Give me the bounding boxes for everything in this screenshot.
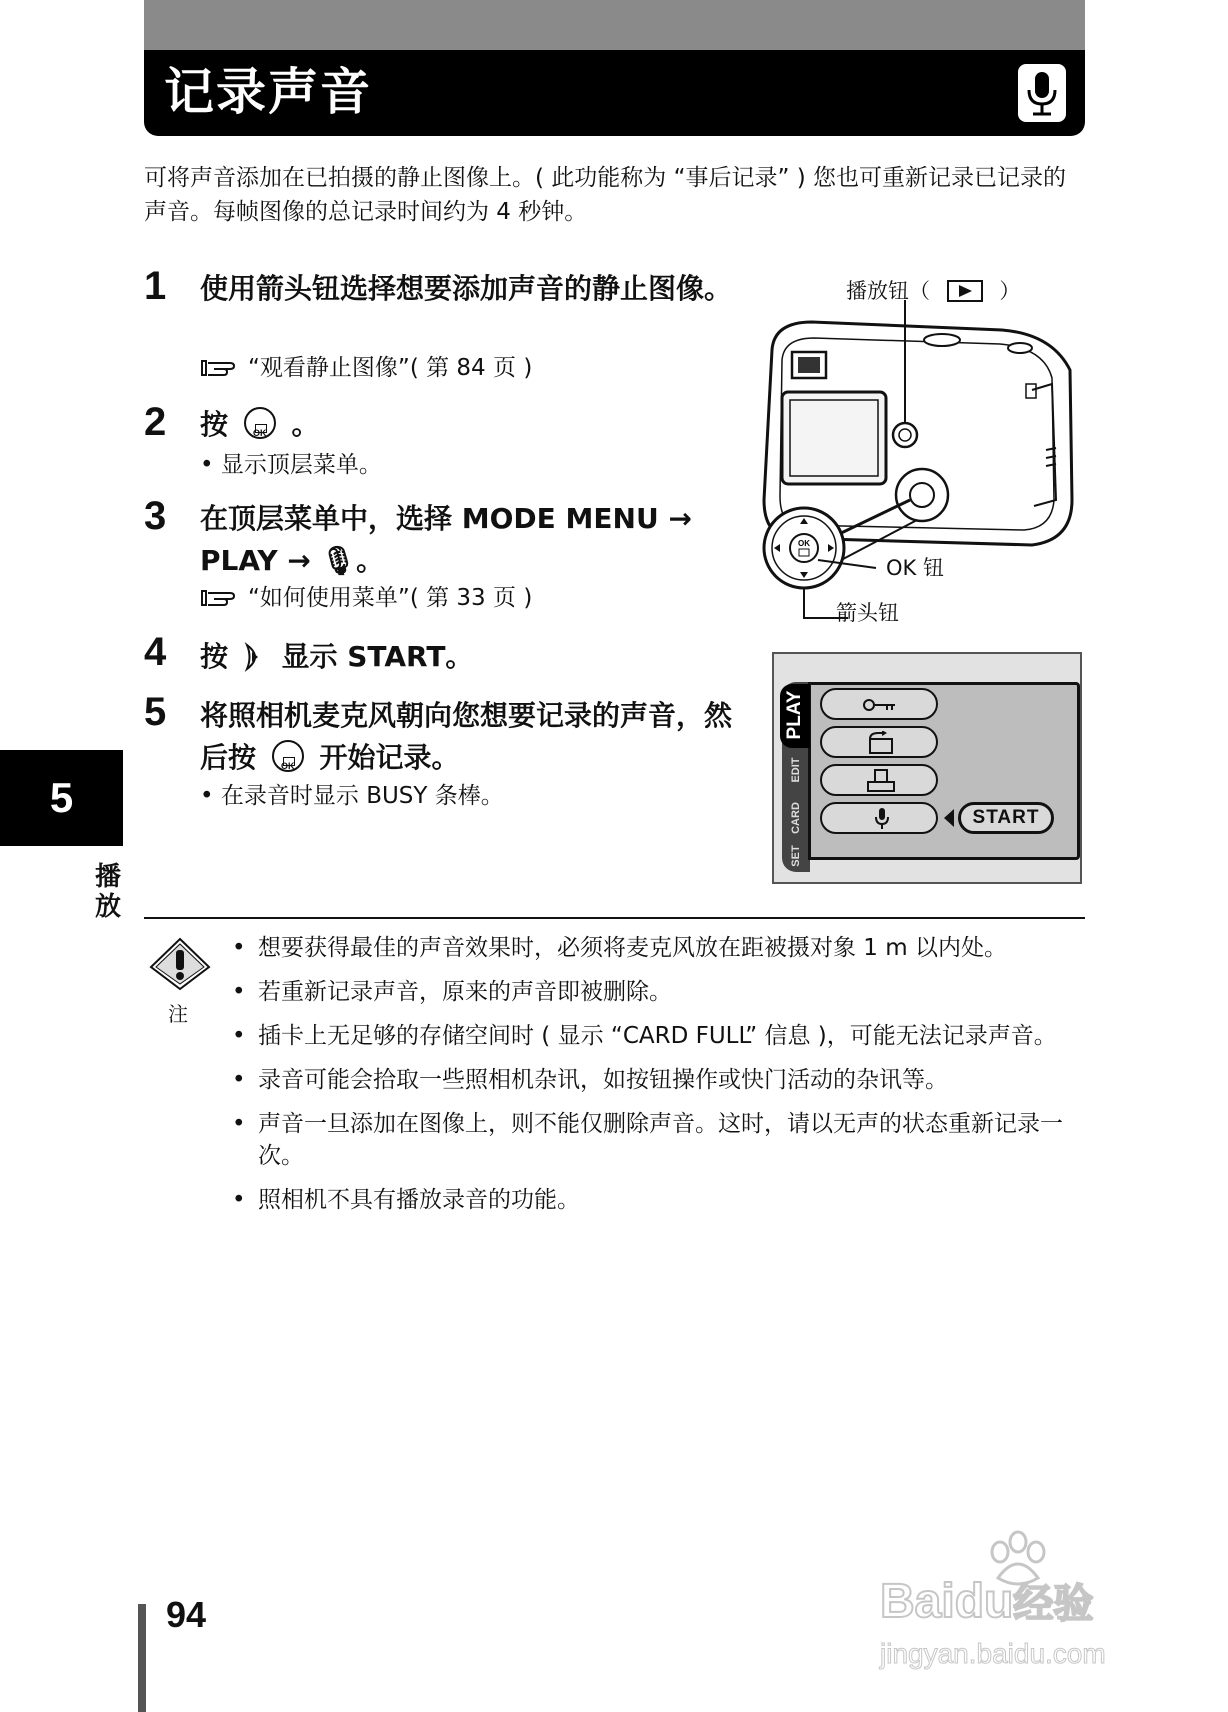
step-2-text-after: 。	[291, 408, 320, 441]
page-number-bar	[138, 1604, 146, 1712]
menu-tab-edit: EDIT	[790, 757, 802, 783]
ok-button-label: OK 钮	[886, 556, 944, 580]
microphone-icon	[872, 807, 892, 831]
chapter-label: 播放	[94, 862, 121, 922]
notes-list	[230, 932, 1090, 1228]
rotate-icon	[864, 731, 898, 755]
note-item: • 插卡上无足够的存储空间时 ( 显示 “CARD FULL” 信息 )，可能无法记录声音。	[230, 1020, 1090, 1052]
step-5-text-after: 开始记录。	[319, 741, 460, 774]
right-arrow-button-icon	[244, 642, 266, 684]
step-3-ref-text: “如何使用菜单”( 第 33 页 )	[248, 585, 533, 611]
pointing-hand-icon	[200, 356, 238, 388]
step-2-text	[200, 404, 740, 446]
microphone-icon	[1018, 64, 1066, 122]
menu-item-rotate	[820, 726, 938, 758]
menu-screen-illustration	[772, 652, 1082, 884]
step-5-text-before: 将照相机麦克风朝向您想要记录的声音，然后按	[200, 699, 733, 774]
note-item: • 照相机不具有播放录音的功能。	[230, 1184, 1090, 1216]
arrow-button-label: 箭头钮	[836, 601, 899, 625]
note-item: • 想要获得最佳的声音效果时，必须将麦克风放在距被摄对象 1 m 以内处。	[230, 932, 1090, 964]
step-4-text	[200, 636, 740, 684]
menu-tab-play: PLAY	[780, 684, 810, 748]
print-icon	[864, 769, 898, 793]
step-1-number: 1	[144, 264, 167, 308]
step-1-reference	[200, 352, 532, 388]
step-2-number: 2	[144, 400, 167, 444]
header-top-bar	[144, 0, 1085, 50]
note-label: 注	[168, 1002, 188, 1026]
ok-button-icon: OK	[272, 740, 304, 772]
intro-paragraph: 可将声音添加在已拍摄的静止图像上。( 此功能称为 “事后记录” ) 您也可重新记录已记录的声音。每帧图像的总记录时间约为 4 秒钟。	[144, 165, 1067, 225]
note-item: • 声音一旦添加在图像上，则不能仅删除声音。这时，请以无声的状态重新记录一次。	[230, 1108, 1090, 1172]
watermark-url: jingyan.baidu.com	[880, 1638, 1106, 1669]
step-5-sub: • 在录音时显示 BUSY 条棒。	[200, 783, 504, 809]
step-3-reference	[200, 582, 532, 618]
start-button: START	[958, 802, 1054, 834]
ok-button-icon: OK	[244, 407, 276, 439]
play-button-label: 播放钮（ ）	[846, 278, 1020, 308]
step-3-text: 在顶层菜单中，选择 MODE MENU → PLAY → 🎙。	[200, 502, 692, 577]
menu-tab-set: SET	[790, 845, 802, 867]
step-5-text	[200, 695, 740, 779]
step-2-sub: • 显示顶层菜单。	[200, 452, 382, 478]
step-4-number: 4	[144, 630, 167, 674]
step-3-number: 3	[144, 494, 167, 538]
menu-item-record-sound	[820, 802, 938, 834]
menu-tab-card: CARD	[790, 802, 802, 834]
triangle-left-icon	[942, 808, 956, 828]
chapter-tab: 5	[0, 750, 123, 846]
note-item: • 若重新记录声音，原来的声音即被删除。	[230, 976, 1090, 1008]
step-4-text-before: 按	[200, 640, 229, 673]
step-5-number: 5	[144, 690, 167, 734]
step-2-text-before: 按	[200, 408, 229, 441]
warning-icon	[148, 936, 212, 992]
page-number: 94	[166, 1594, 207, 1635]
step-1-text: 使用箭头钮选择想要添加声音的静止图像。	[200, 272, 733, 305]
menu-item-protect	[820, 688, 938, 720]
note-item: • 录音可能会拾取一些照相机杂讯，如按钮操作或快门活动的杂讯等。	[230, 1064, 1090, 1096]
svg-text:OK: OK	[798, 539, 810, 548]
menu-item-print	[820, 764, 938, 796]
step-4-text-after: 显示 START。	[281, 640, 474, 673]
section-divider	[144, 917, 1085, 919]
key-icon	[862, 696, 898, 714]
pointing-hand-icon	[200, 586, 238, 618]
step-1-ref-text: “观看静止图像”( 第 84 页 )	[248, 355, 533, 381]
page-title: 记录声音	[164, 63, 372, 121]
